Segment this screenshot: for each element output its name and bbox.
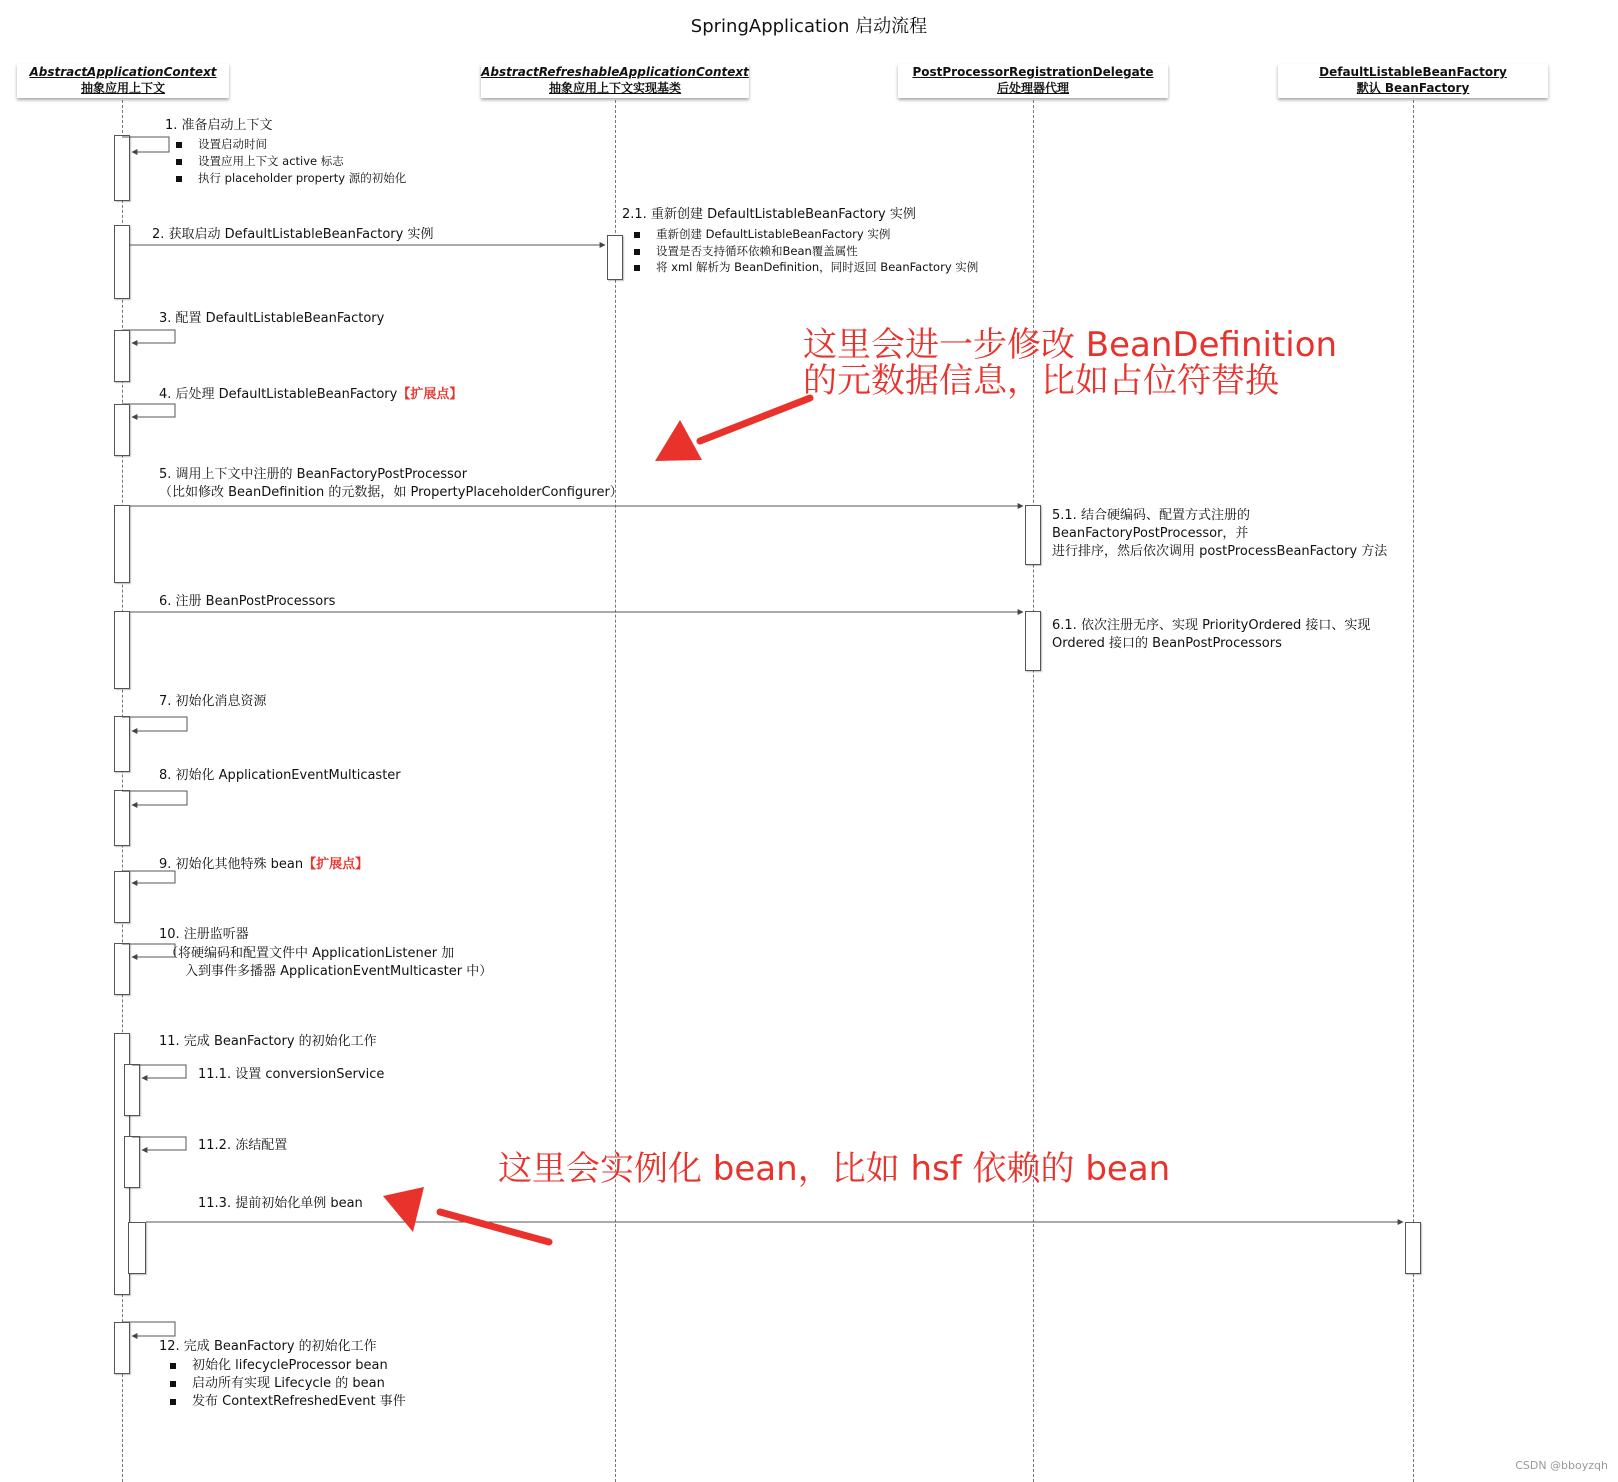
extension-point-tag: 【扩展点】: [397, 387, 463, 402]
participant-subtitle: 后处理器代理: [996, 81, 1069, 95]
bullet-icon: [176, 159, 182, 165]
self-call-8: [122, 791, 187, 805]
self-call-7: [122, 717, 187, 731]
step-6-label: 6. 注册 BeanPostProcessors: [159, 594, 336, 609]
step-1-bullet: 设置启动时间: [176, 136, 267, 153]
step-12-bullet: 发布 ContextRefreshedEvent 事件: [170, 1392, 406, 1411]
participant-name: AbstractApplicationContext: [29, 65, 217, 79]
diagram-title: SpringApplication 启动流程: [690, 16, 928, 37]
participant-subtitle: 默认 BeanFactory: [1356, 81, 1470, 95]
bullet-icon: [176, 142, 182, 148]
participant-name: AbstractRefreshableApplicationContext: [481, 65, 749, 79]
step-8-label: 8. 初始化 ApplicationEventMulticaster: [159, 768, 401, 783]
self-call-12: [122, 1322, 175, 1336]
step-11-2-label: 11.2. 冻结配置: [198, 1138, 288, 1153]
step-9-label: 9. 初始化其他特殊 bean【扩展点】: [159, 857, 369, 872]
participant-name: DefaultListableBeanFactory: [1319, 65, 1507, 79]
step-10-note: （将硬编码和配置文件中 ApplicationListener 加: [165, 946, 455, 961]
step-12-bullet: 初始化 lifecycleProcessor bean: [170, 1356, 388, 1375]
step-3-label: 3. 配置 DefaultListableBeanFactory: [159, 311, 385, 326]
bullet-icon: [634, 265, 640, 271]
step-5-label: 5. 调用上下文中注册的 BeanFactoryPostProcessor: [159, 467, 468, 482]
self-call-1: [122, 137, 169, 152]
participant-subtitle: 抽象应用上下文实现基类: [548, 81, 681, 95]
watermark: CSDN @bboyzqh: [1515, 1459, 1608, 1472]
step-5-1-line: BeanFactoryPostProcessor，并: [1052, 526, 1249, 541]
self-call-11-2: [132, 1137, 186, 1150]
step-5-1-line: 5.1. 结合硬编码、配置方式注册的: [1052, 508, 1250, 523]
step-2-1-bullet: 设置是否支持循环依赖和Bean覆盖属性: [634, 243, 858, 260]
step-6-1-line: 6.1. 依次注册无序、实现 PriorityOrdered 接口、实现: [1052, 618, 1371, 633]
bullet-icon: [170, 1399, 176, 1405]
participant-name: PostProcessorRegistrationDelegate: [912, 65, 1154, 79]
step-11-1-label: 11.1. 设置 conversionService: [198, 1067, 385, 1082]
step-1-bullet: 设置应用上下文 active 标志: [176, 153, 344, 170]
participant-subtitle: 抽象应用上下文: [80, 81, 165, 95]
bullet-icon: [170, 1381, 176, 1387]
annotation-1-line: 的元数据信息，比如占位符替换: [803, 361, 1279, 401]
self-call-3: [122, 330, 175, 343]
bullet-icon: [170, 1363, 176, 1369]
step-12-label: 12. 完成 BeanFactory 的初始化工作: [159, 1339, 377, 1354]
step-2-1-label: 2.1. 重新创建 DefaultListableBeanFactory 实例: [622, 207, 916, 222]
step-2-label: 2. 获取启动 DefaultListableBeanFactory 实例: [152, 227, 434, 242]
step-2-1-bullet: 将 xml 解析为 BeanDefinition，同时返回 BeanFactory 实例: [634, 259, 978, 276]
step-5-note: （比如修改 BeanDefinition 的元数据，如 PropertyPlaceholderConfigurer）: [159, 485, 623, 500]
step-10-label: 10. 注册监听器: [159, 927, 249, 942]
bullet-icon: [634, 249, 640, 255]
bullet-icon: [634, 232, 640, 238]
extension-point-tag: 【扩展点】: [303, 857, 369, 872]
self-call-4: [122, 404, 175, 417]
step-11-label: 11. 完成 BeanFactory 的初始化工作: [159, 1034, 377, 1049]
step-2-1-bullet: 重新创建 DefaultListableBeanFactory 实例: [634, 226, 890, 243]
step-5-1-line: 进行排序，然后依次调用 postProcessBeanFactory 方法: [1052, 544, 1388, 559]
step-12-bullet: 启动所有实现 Lifecycle 的 bean: [170, 1374, 385, 1393]
step-4-label: 4. 后处理 DefaultListableBeanFactory【扩展点】: [159, 387, 463, 402]
annotation-2: 这里会实例化 bean，比如 hsf 依赖的 bean: [498, 1149, 1171, 1189]
step-10-note: 入到事件多播器 ApplicationEventMulticaster 中）: [185, 964, 493, 979]
bullet-icon: [176, 176, 182, 182]
step-1-bullet: 执行 placeholder property 源的初始化: [176, 170, 406, 187]
step-1-label: 1. 准备启动上下文: [165, 118, 273, 133]
annotation-1-line: 这里会进一步修改 BeanDefinition: [803, 325, 1338, 365]
annotation-arrow-2: [383, 1187, 549, 1242]
annotation-arrow-1: [655, 398, 810, 461]
step-11-3-label: 11.3. 提前初始化单例 bean: [198, 1196, 363, 1211]
step-7-label: 7. 初始化消息资源: [159, 694, 267, 709]
self-call-11-1: [132, 1065, 186, 1078]
step-6-1-line: Ordered 接口的 BeanPostProcessors: [1052, 636, 1282, 651]
